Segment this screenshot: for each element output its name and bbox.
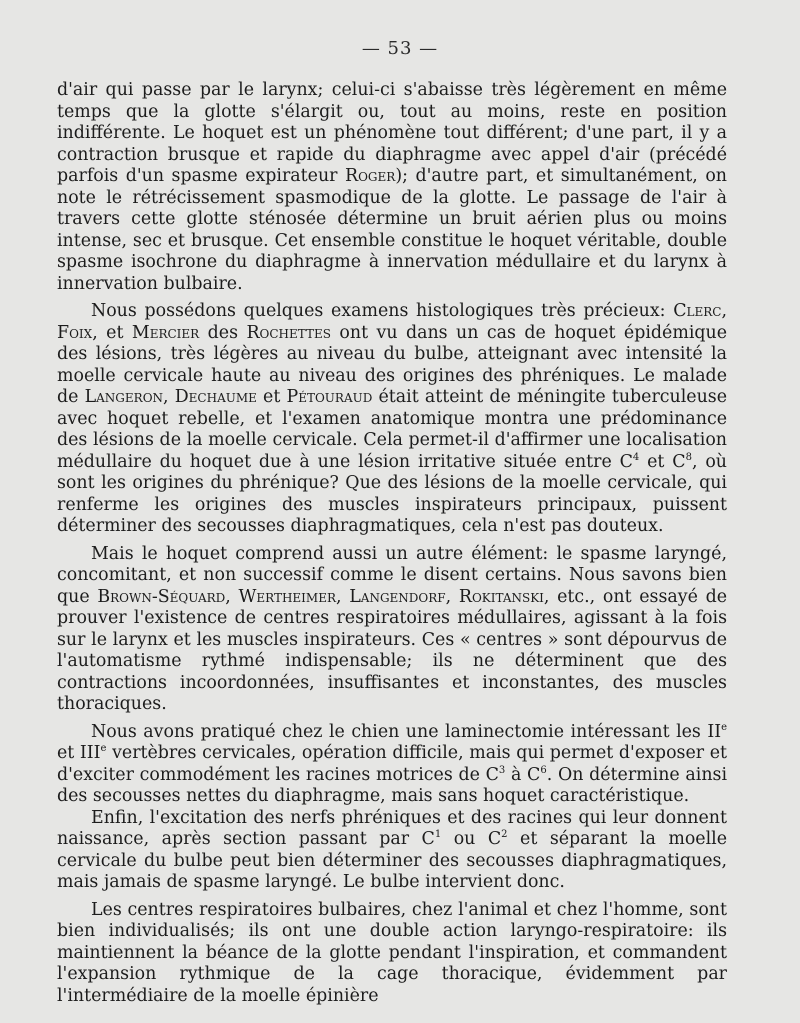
author-name: Pétouraud [286, 387, 373, 407]
paragraph [57, 808, 727, 894]
author-name: Foix [57, 322, 93, 343]
author-name: Roger [345, 166, 396, 186]
text-run: , [721, 301, 727, 321]
text-run: Enfin, l'excitation des nerfs phréniques et des racines qui leur donnent naissance, après section passant par C [57, 807, 727, 849]
author-name: Brown-Séquard [97, 586, 226, 607]
text-run: . On détermine ainsi des secousses nettes du diaphragme, mais sans hoquet caractéristique. [57, 764, 728, 806]
paragraph [57, 301, 727, 538]
text-run: , où sont les origines du phrénique? Que des lésions de la moelle cervicale, qui renferme les origines des muscles inspirateurs principaux, puissent déterminer des secousses diaphragmatiques, cela n'est pas douteux. [57, 451, 727, 536]
superscript: 3 [498, 764, 506, 776]
text-run: et séparant la moelle cervicale du bulbe peut bien déterminer des secousses diaphragmatiques, mais jamais de spasme laryngé. Le bulbe intervient donc. [57, 829, 727, 892]
paragraph [57, 544, 727, 716]
text-run: Les centres respiratoires bulbaires, chez l'animal et chez l'homme, sont bien individualisés; ils ont une double action laryngo-respiratoire: ils maintiennent la béance de la glotte pendant l'inspiration, et commandent l'expansion rythmique de la cage thoracique, évidemment par l'intermédiaire de la moelle épinière [57, 899, 727, 1006]
superscript: 8 [685, 451, 692, 463]
text-run: , [445, 586, 459, 607]
text-run: d'air qui passe par le larynx; celui-ci s'abaisse très légèrement en même temps que la glotte s'élargit ou, tout au moins, reste en position indifférente. Le hoquet est un phénomène tout différent; d'une part, il y a contraction brusque et rapide du diaphragme avec appel d'air (précédé parfois d'un spasme expirateur [57, 80, 727, 186]
author-name: Dechaume [174, 387, 257, 407]
author-name: Rochettes [246, 322, 331, 343]
paragraph [57, 900, 727, 1008]
paragraph [57, 80, 727, 295]
author-name: Rokitanski [458, 586, 544, 607]
superscript: 6 [540, 764, 547, 776]
text-run: , et [92, 322, 132, 343]
text-run: vertèbres cervicales, opération difficile, mais qui permet d'exposer et d'exciter commodément les racines motrices de C [57, 743, 727, 785]
text-run: Nous avons pratiqué chez le chien une laminectomie intéressant les II [91, 721, 722, 742]
page-number: — 53 — [361, 38, 439, 59]
text-run: ou C [441, 829, 502, 849]
superscript: 1 [434, 829, 442, 841]
text-run: ); d'autre part, et simultanément, on note le rétrécissement spasmodique de la glotte. Le passage de l'air à travers cette glotte sténosée détermine un bruit aérien plus ou moins intense, sec et brusque. Cet ensemble constitue le hoquet véritable, double spasme isochrone du diaphragme à innervation médullaire et du larynx à innervation bulbaire. [57, 166, 727, 294]
text-run: Nous possédons quelques examens histologiques très précieux: [91, 301, 674, 321]
author-name: Clerc [673, 301, 722, 321]
text-run: Mais le hoquet comprend aussi un autre élément: le spasme laryngé, concomitant, et non successif comme le disent certains. Nous savons bien que [57, 543, 727, 607]
author-name: Langendorf [349, 586, 446, 607]
paragraph [57, 722, 727, 808]
text-run: , [225, 586, 239, 607]
text-run: et [256, 387, 287, 407]
text-run: , [163, 387, 175, 407]
text-run: , [336, 586, 350, 607]
text-run: , etc., ont essayé de prouver l'existence de centres respiratoires médullaires, agissant à la fois sur le larynx et les muscles inspirateurs. Ces « centres » sont dépourvus de l'automatisme rythmé indispensable; ils ne déterminent que des contractions incoordonnées, insuffisantes et inconstantes, des muscles thoraciques. [57, 586, 727, 714]
superscript: 2 [501, 829, 508, 841]
author-name: Langeron [84, 387, 164, 407]
superscript: e [721, 721, 727, 733]
text-run: à C [505, 764, 541, 785]
text-run: ont vu dans un cas de hoquet épidémique des lésions, très légères au niveau du bulbe, atteignant avec intensité la moelle cervicale haute au niveau des origines des phréniques. Le malade de [57, 322, 728, 407]
author-name: Mercier [131, 322, 200, 343]
text-run: était atteint de méningite tuberculeuse avec hoquet rebelle, et l'examen anatomique montra une prédominance des lésions de la moelle cervicale. Cela permet-il d'affirmer une localisation médullaire du hoquet due à une lésion irritative située entre C [57, 387, 727, 472]
body-text [57, 80, 727, 1013]
author-name: Wertheimer [238, 586, 337, 607]
text-run: et III [57, 743, 101, 763]
text-run: des [199, 322, 247, 343]
superscript: 4 [632, 451, 640, 463]
superscript: e [100, 743, 107, 755]
text-run: et C [639, 451, 686, 472]
